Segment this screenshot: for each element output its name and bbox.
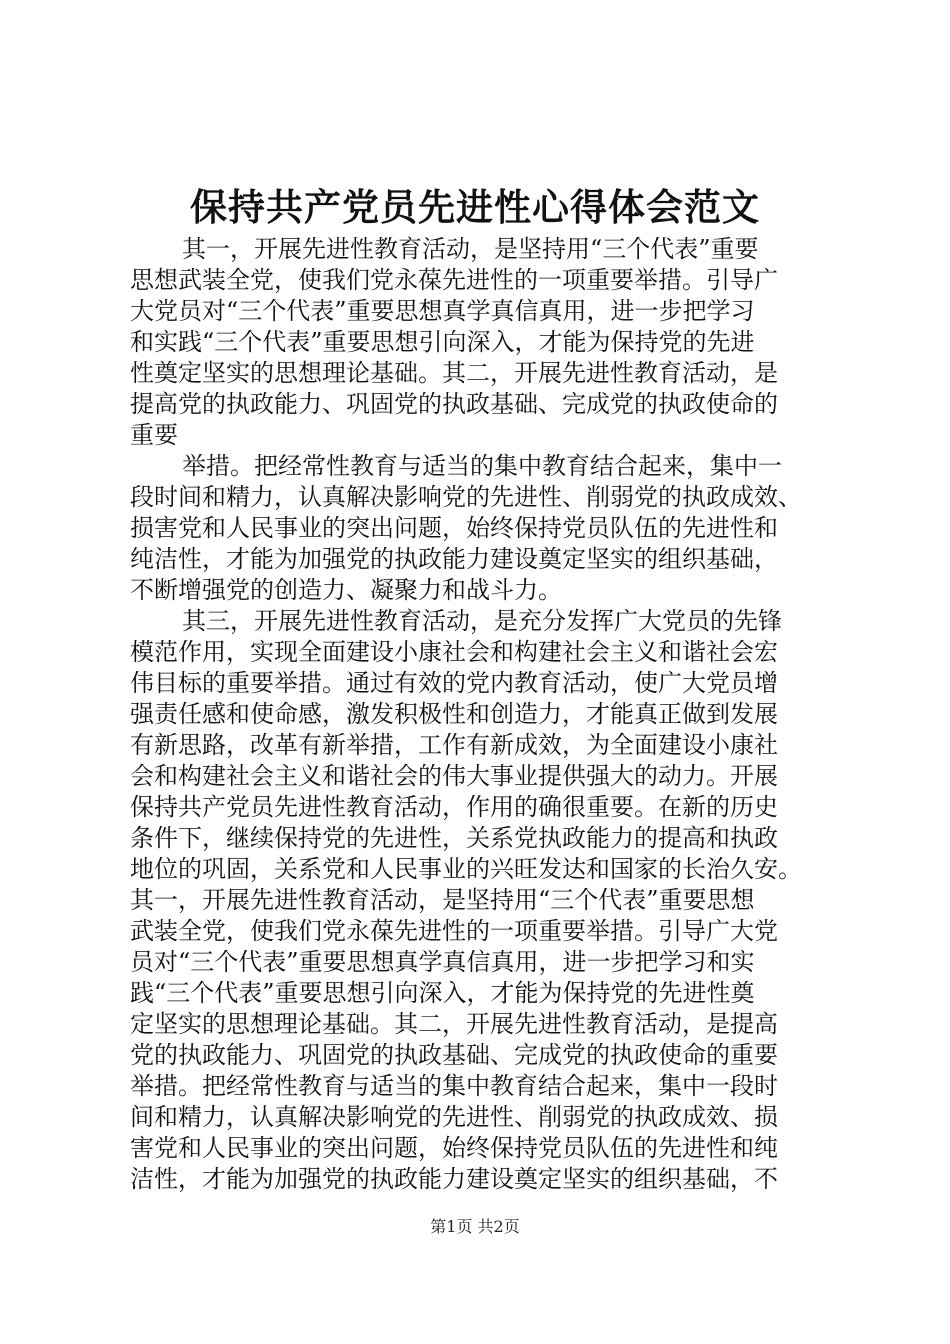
- text-line: 重要: [130, 421, 178, 449]
- text-line: 地位的巩固，关系党和人民事业的兴旺发达和国家的长治久安。: [130, 855, 802, 883]
- text-line: 伟目标的重要举措。通过有效的党内教育活动，使广大党员增: [130, 669, 778, 697]
- text-line: 条件下，继续保持党的先进性，关系党执政能力的提高和执政: [130, 824, 778, 852]
- text-line: 段时间和精力，认真解决影响党的先进性、削弱党的执政成效、: [130, 483, 802, 511]
- text-line: 思想武装全党，使我们党永葆先进性的一项重要举措。引导广: [130, 266, 778, 294]
- text-line: 性奠定坚实的思想理论基础。其二，开展先进性教育活动，是: [130, 359, 778, 387]
- text-line: 有新思路，改革有新举措，工作有新成效，为全面建设小康社: [130, 731, 778, 759]
- text-line: 其一，开展先进性教育活动，是坚持用“三个代表”重要思想: [130, 886, 755, 914]
- text-line: 强责任感和使命感，激发积极性和创造力，才能真正做到发展: [130, 700, 778, 728]
- text-line: 保持共产党员先进性教育活动，作用的确很重要。在新的历史: [130, 793, 778, 821]
- text-line: 其三，开展先进性教育活动，是充分发挥广大党员的先锋: [182, 607, 782, 635]
- text-line: 模范作用，实现全面建设小康社会和构建社会主义和谐社会宏: [130, 638, 778, 666]
- text-line: 员对“三个代表”重要思想真学真信真用，进一步把学习和实: [130, 948, 755, 976]
- text-line: 会和构建社会主义和谐社会的伟大事业提供强大的动力。开展: [130, 762, 778, 790]
- text-line: 举措。把经常性教育与适当的集中教育结合起来，集中一段时: [130, 1072, 778, 1100]
- text-line: 提高党的执政能力、巩固党的执政基础、完成党的执政使命的: [130, 390, 778, 418]
- text-line: 举措。把经常性教育与适当的集中教育结合起来，集中一: [182, 452, 782, 480]
- text-line: 洁性，才能为加强党的执政能力建设奠定坚实的组织基础，不: [130, 1165, 778, 1193]
- document-body: [130, 234, 830, 1195]
- text-line: 武装全党，使我们党永葆先进性的一项重要举措。引导广大党: [130, 917, 778, 945]
- page-footer: 第1页 共2页: [430, 1217, 520, 1236]
- text-line: 其一，开展先进性教育活动，是坚持用“三个代表”重要: [182, 235, 759, 263]
- text-line: 定坚实的思想理论基础。其二，开展先进性教育活动，是提高: [130, 1010, 778, 1038]
- text-line: 间和精力，认真解决影响党的先进性、削弱党的执政成效、损: [130, 1103, 778, 1131]
- text-line: 损害党和人民事业的突出问题，始终保持党员队伍的先进性和: [130, 514, 778, 542]
- text-line: 大党员对“三个代表”重要思想真学真信真用，进一步把学习: [130, 297, 755, 325]
- text-line: 践“三个代表”重要思想引向深入，才能为保持党的先进性奠: [130, 979, 755, 1007]
- text-line: 党的执政能力、巩固党的执政基础、完成党的执政使命的重要: [130, 1041, 778, 1069]
- text-line: 和实践“三个代表”重要思想引向深入，才能为保持党的先进: [130, 328, 755, 356]
- page-title: 保持共产党员先进性心得体会范文: [190, 185, 760, 229]
- text-line: 害党和人民事业的突出问题，始终保持党员队伍的先进性和纯: [130, 1134, 778, 1162]
- text-line: 不断增强党的创造力、凝聚力和战斗力。: [130, 576, 562, 604]
- text-line: 纯洁性，才能为加强党的执政能力建设奠定坚实的组织基础，: [130, 545, 778, 573]
